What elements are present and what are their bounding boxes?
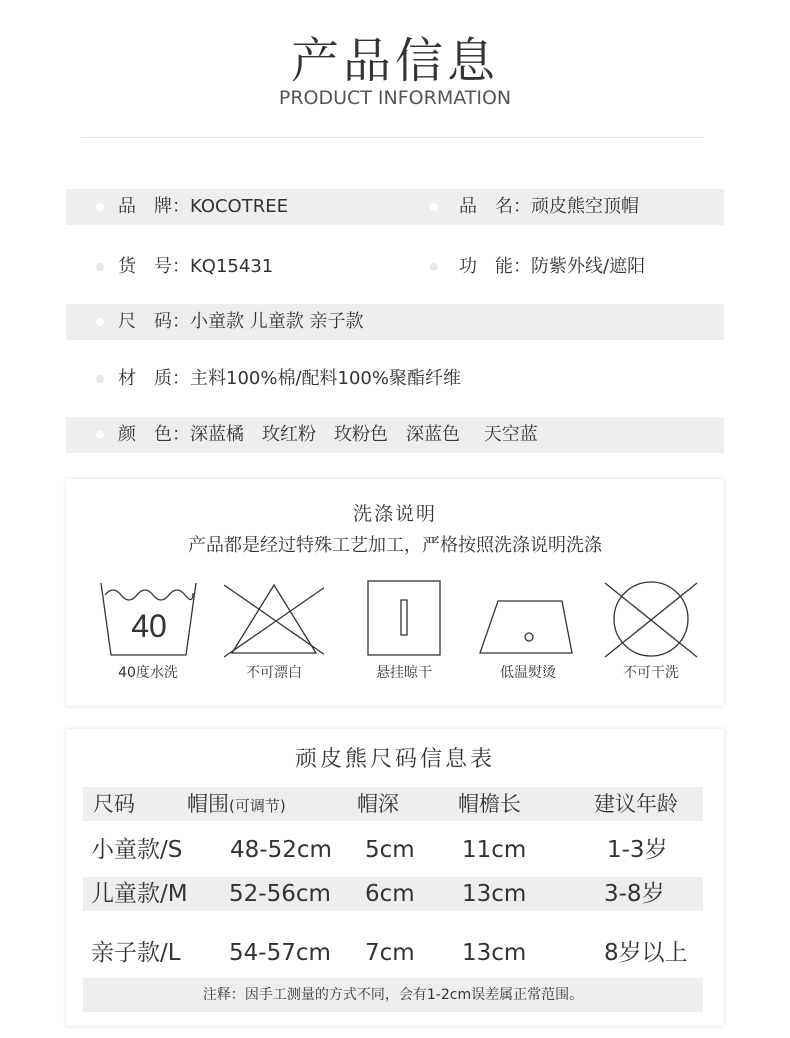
row-depth: 5cm <box>365 837 415 863</box>
row-depth: 6cm <box>365 881 415 907</box>
spec-item-no: 货 号：KQ15431 <box>118 256 274 277</box>
spec-row-brand <box>66 189 724 225</box>
spec-row-item <box>66 249 724 285</box>
size-table-panel <box>66 729 724 1026</box>
bullet-icon <box>430 203 438 211</box>
row-depth: 7cm <box>365 940 415 966</box>
spec-row-material <box>66 361 724 397</box>
row-age: 8岁以上 <box>604 940 688 966</box>
row-brim: 11cm <box>462 837 527 863</box>
size-table-header <box>83 787 703 821</box>
bullet-icon <box>96 318 104 326</box>
row-brim: 13cm <box>462 940 527 966</box>
spec-row-color <box>66 417 724 453</box>
no-bleach-label: 不可漂白 <box>246 665 302 681</box>
size-table-note: 注释：因手工测量的方式不同，会有1-2cm误差属正常范围。 <box>202 987 584 1003</box>
row-age: 3-8岁 <box>604 881 665 907</box>
row-brim: 13cm <box>462 881 527 907</box>
table-row <box>83 936 703 970</box>
header-circumference: 帽围(可调节) <box>187 792 286 816</box>
hang-dry-icon <box>354 579 454 659</box>
wash-temperature: 40 <box>131 608 167 644</box>
header-size: 尺码 <box>93 792 135 816</box>
row-circumference: 48-52cm <box>230 837 332 863</box>
table-row <box>83 833 703 867</box>
row-size: 小童款/S <box>91 837 183 863</box>
bullet-icon <box>96 431 104 439</box>
page-subtitle: PRODUCT INFORMATION <box>278 87 512 109</box>
header-brim: 帽檐长 <box>458 792 521 816</box>
row-size: 亲子款/L <box>91 940 181 966</box>
hang-dry-label: 悬挂晾干 <box>376 665 432 681</box>
no-bleach-icon <box>224 579 324 659</box>
size-table-title: 顽皮熊尺码信息表 <box>294 747 495 772</box>
spec-name: 品 名：顽皮熊空顶帽 <box>459 196 639 217</box>
spec-size: 尺 码：小童款 儿童款 亲子款 <box>118 311 364 332</box>
spec-color: 颜 色：深蓝橘 玫红粉 玫粉色 深蓝色 天空蓝 <box>118 424 538 445</box>
row-circumference: 52-56cm <box>229 881 331 907</box>
spec-row-size <box>66 304 724 340</box>
bullet-icon <box>430 263 438 271</box>
spec-brand: 品 牌：KOCOTREE <box>118 196 288 217</box>
divider <box>82 137 704 138</box>
washing-description: 产品都是经过特殊工艺加工，严格按照洗涤说明洗涤 <box>188 535 602 556</box>
row-age: 1-3岁 <box>607 837 668 863</box>
spec-material: 材 质：主料100%棉/配料100%聚酯纤维 <box>118 368 461 389</box>
washing-title: 洗涤说明 <box>352 503 437 525</box>
low-iron-icon <box>478 579 578 659</box>
no-dry-clean-label: 不可干洗 <box>623 665 679 681</box>
bullet-icon <box>96 375 104 383</box>
header-age: 建议年龄 <box>594 792 678 816</box>
page-title: 产品信息 <box>290 33 499 89</box>
wash-40-label: 40度水洗 <box>118 665 178 681</box>
no-dry-clean-icon <box>601 579 701 659</box>
header-depth: 帽深 <box>357 792 399 816</box>
low-iron-label: 低温熨烫 <box>500 665 556 681</box>
size-table-note-row <box>83 978 703 1012</box>
bullet-icon <box>96 203 104 211</box>
washing-panel <box>66 479 724 706</box>
bullet-icon <box>96 263 104 271</box>
spec-function: 功 能：防紫外线/遮阳 <box>459 256 646 277</box>
row-size: 儿童款/M <box>91 881 188 907</box>
wash-40-icon <box>98 579 198 659</box>
table-row <box>83 877 703 911</box>
row-circumference: 54-57cm <box>229 940 331 966</box>
